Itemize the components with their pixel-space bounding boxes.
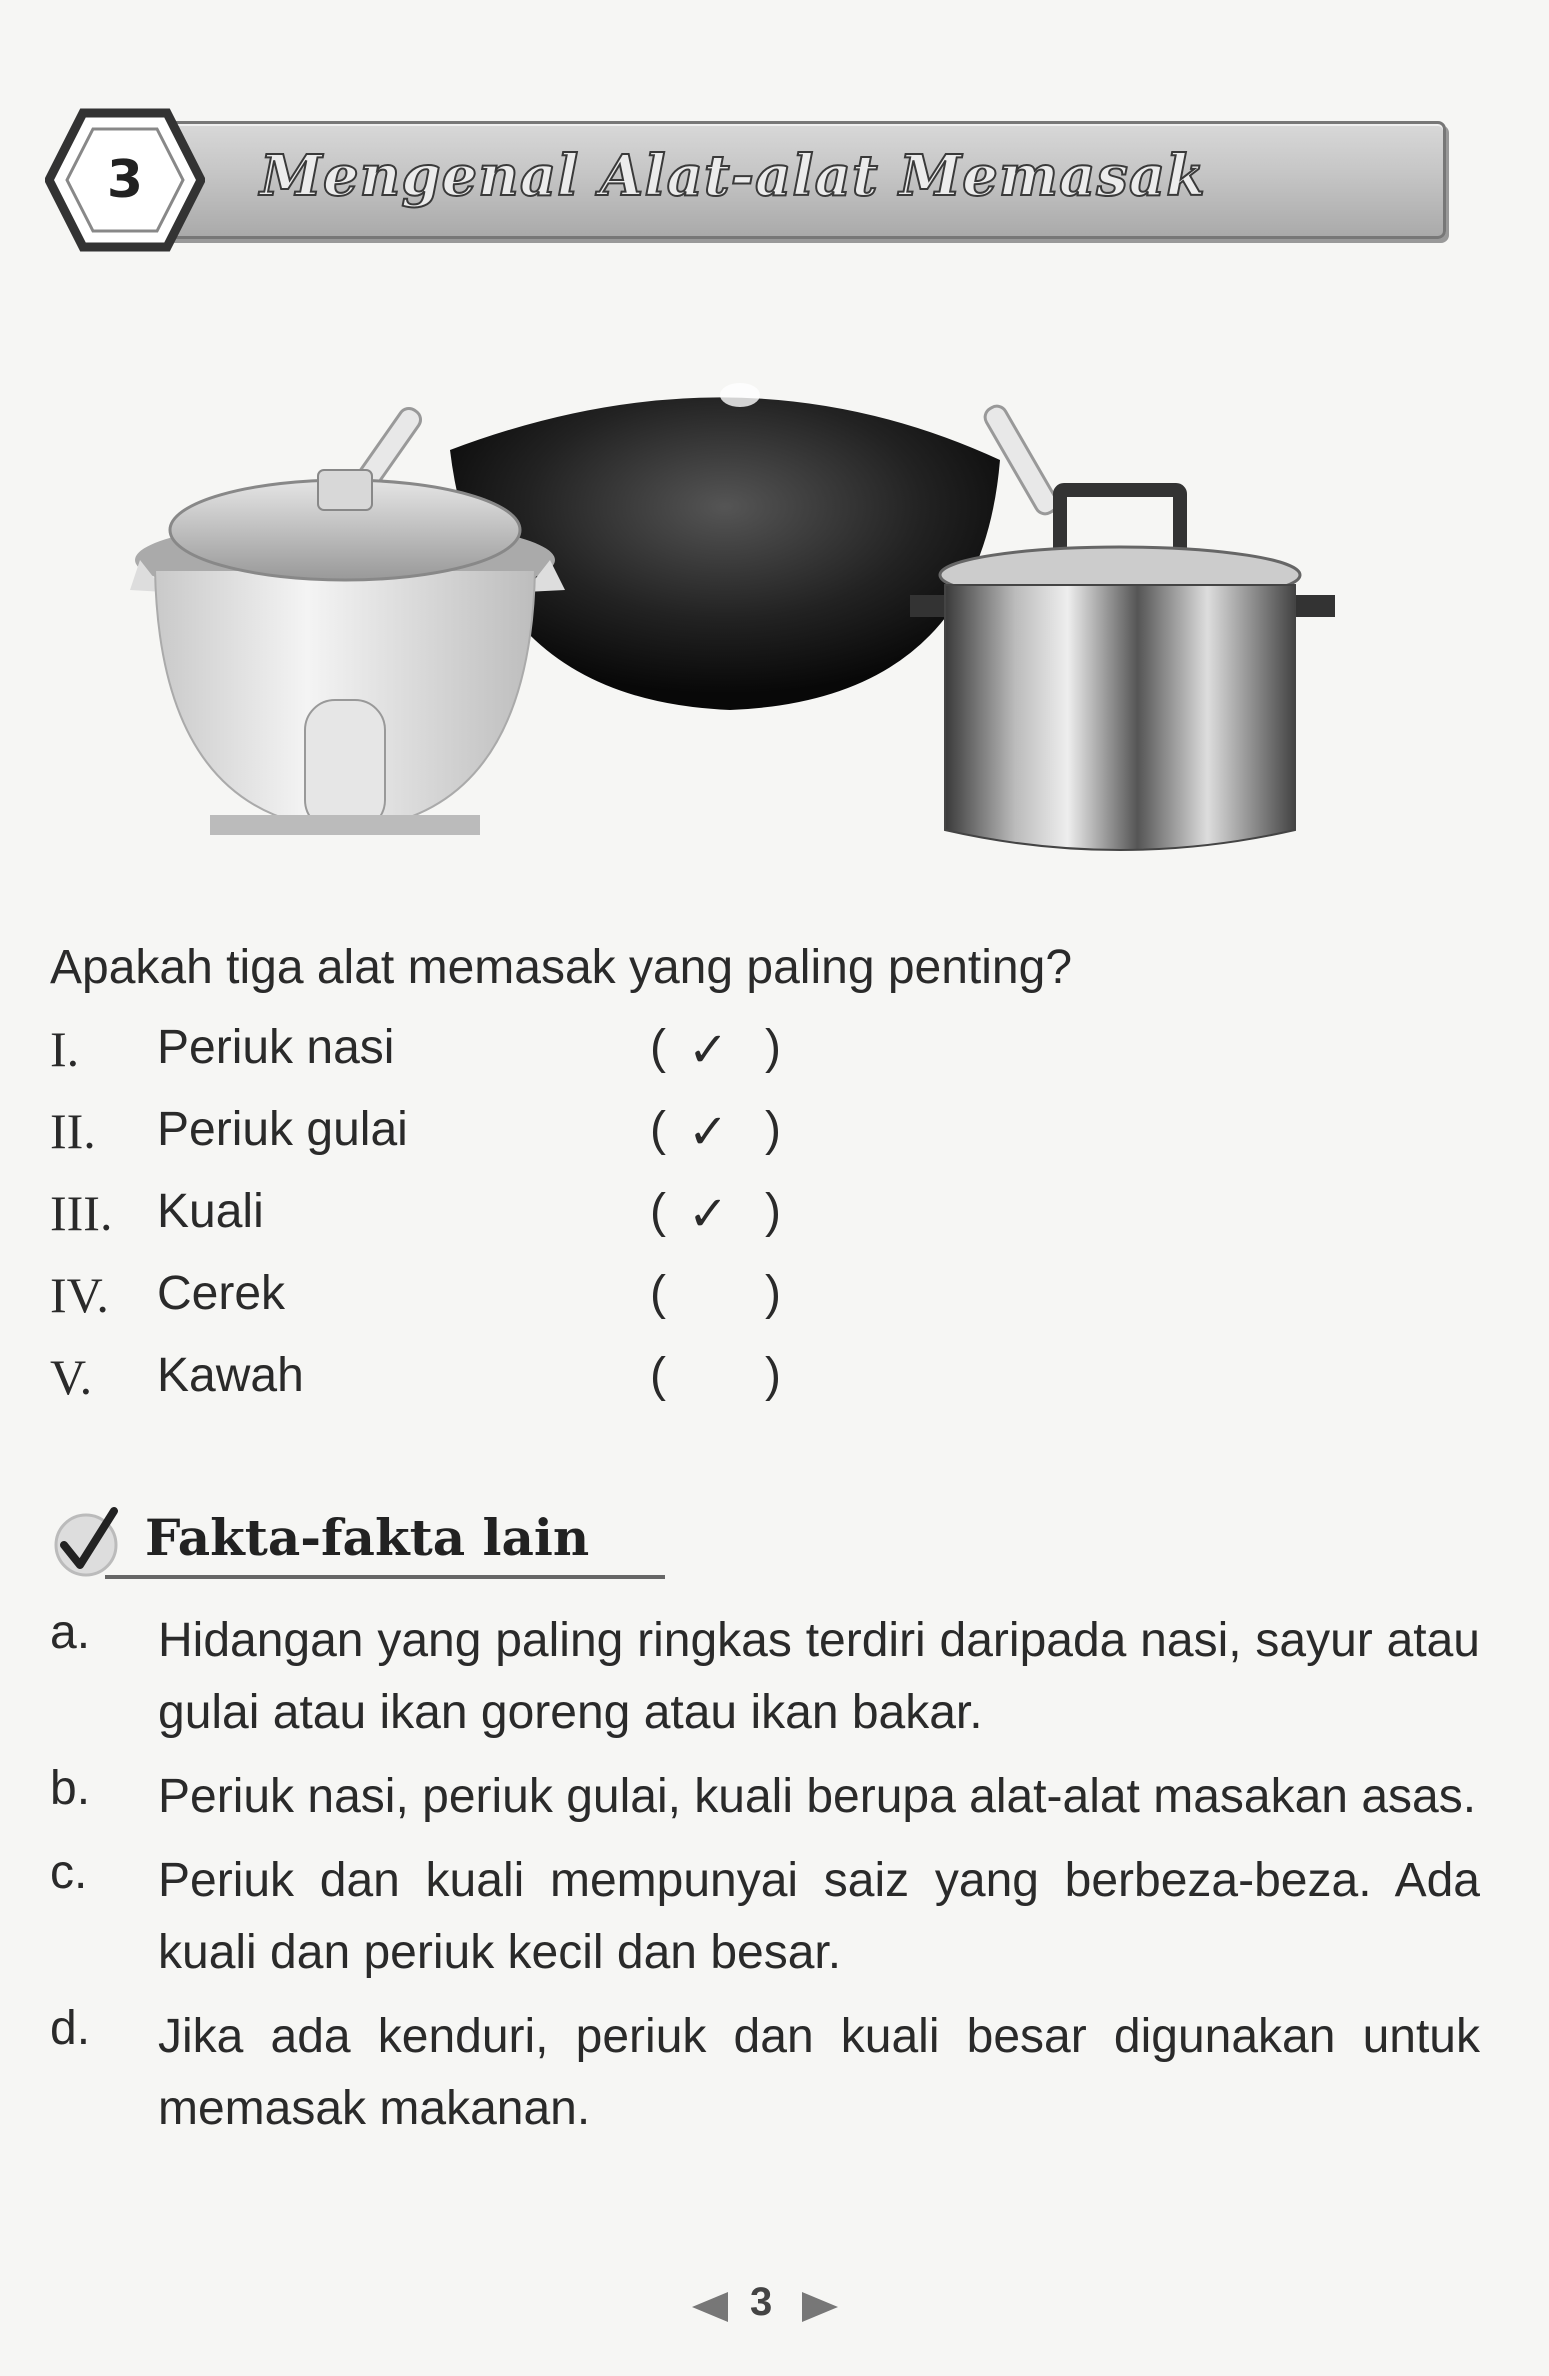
open-paren: (	[650, 1021, 666, 1074]
close-paren: )	[765, 1185, 781, 1238]
section-number: 3	[106, 150, 144, 210]
fact-text: Periuk dan kuali mempunyai saiz yang berbeza-beza. Ada kuali dan periuk kecil dan besar.	[158, 1854, 1480, 1979]
question-text: Apakah tiga alat memasak yang paling penting?	[50, 941, 1073, 994]
close-paren: )	[765, 1021, 781, 1074]
facts-underline	[105, 1575, 665, 1579]
option-label: Kuali	[157, 1185, 264, 1238]
fact-item	[50, 2001, 1480, 2145]
fact-item	[50, 1761, 1480, 1833]
check-circle-icon	[50, 1505, 125, 1580]
close-paren: )	[765, 1349, 781, 1402]
fact-letter: b.	[50, 1762, 91, 1815]
open-paren: (	[650, 1349, 666, 1402]
open-paren: (	[650, 1103, 666, 1156]
triangle-left-icon	[690, 2290, 730, 2324]
open-paren: (	[650, 1267, 666, 1320]
option-number: V.	[50, 1349, 93, 1405]
check-mark: ✓	[688, 1022, 729, 1078]
option-number: II.	[50, 1103, 96, 1159]
section-title: Mengenal Alat-alat Memasak	[260, 143, 1206, 209]
facts-title: Fakta-fakta lain	[145, 1508, 590, 1567]
close-paren: )	[765, 1267, 781, 1320]
fact-letter: a.	[50, 1606, 91, 1659]
rice-cooker-image	[130, 470, 565, 835]
facts-list	[50, 1605, 1480, 2157]
check-mark: ✓	[688, 1104, 729, 1160]
fact-text: Hidangan yang paling ringkas terdiri daripada nasi, sayur atau gulai atau ikan goreng atau ikan bakar.	[158, 1614, 1480, 1739]
cookware-photo	[100, 360, 1400, 880]
option-number: IV.	[50, 1267, 109, 1323]
triangle-right-icon	[800, 2290, 840, 2324]
section-header	[45, 105, 1485, 255]
close-paren: )	[765, 1103, 781, 1156]
fact-letter: c.	[50, 1846, 88, 1899]
fact-text: Jika ada kenduri, periuk dan kuali besar digunakan untuk memasak makanan.	[158, 2010, 1480, 2135]
fact-letter: d.	[50, 2002, 91, 2055]
option-label: Cerek	[157, 1267, 286, 1320]
option-label: Kawah	[157, 1349, 304, 1402]
fact-item	[50, 1605, 1480, 1749]
option-number: I.	[50, 1021, 80, 1077]
open-paren: (	[650, 1185, 666, 1238]
option-number: III.	[50, 1185, 113, 1241]
page-number: 3	[750, 2280, 773, 2324]
check-mark: ✓	[688, 1186, 729, 1242]
option-label: Periuk nasi	[157, 1021, 395, 1074]
fact-text: Periuk nasi, periuk gulai, kuali berupa alat-alat masakan asas.	[158, 1770, 1477, 1823]
page-number-indicator	[690, 2280, 850, 2340]
option-label: Periuk gulai	[157, 1103, 408, 1156]
fact-item	[50, 1845, 1480, 1989]
facts-heading	[50, 1500, 670, 1580]
